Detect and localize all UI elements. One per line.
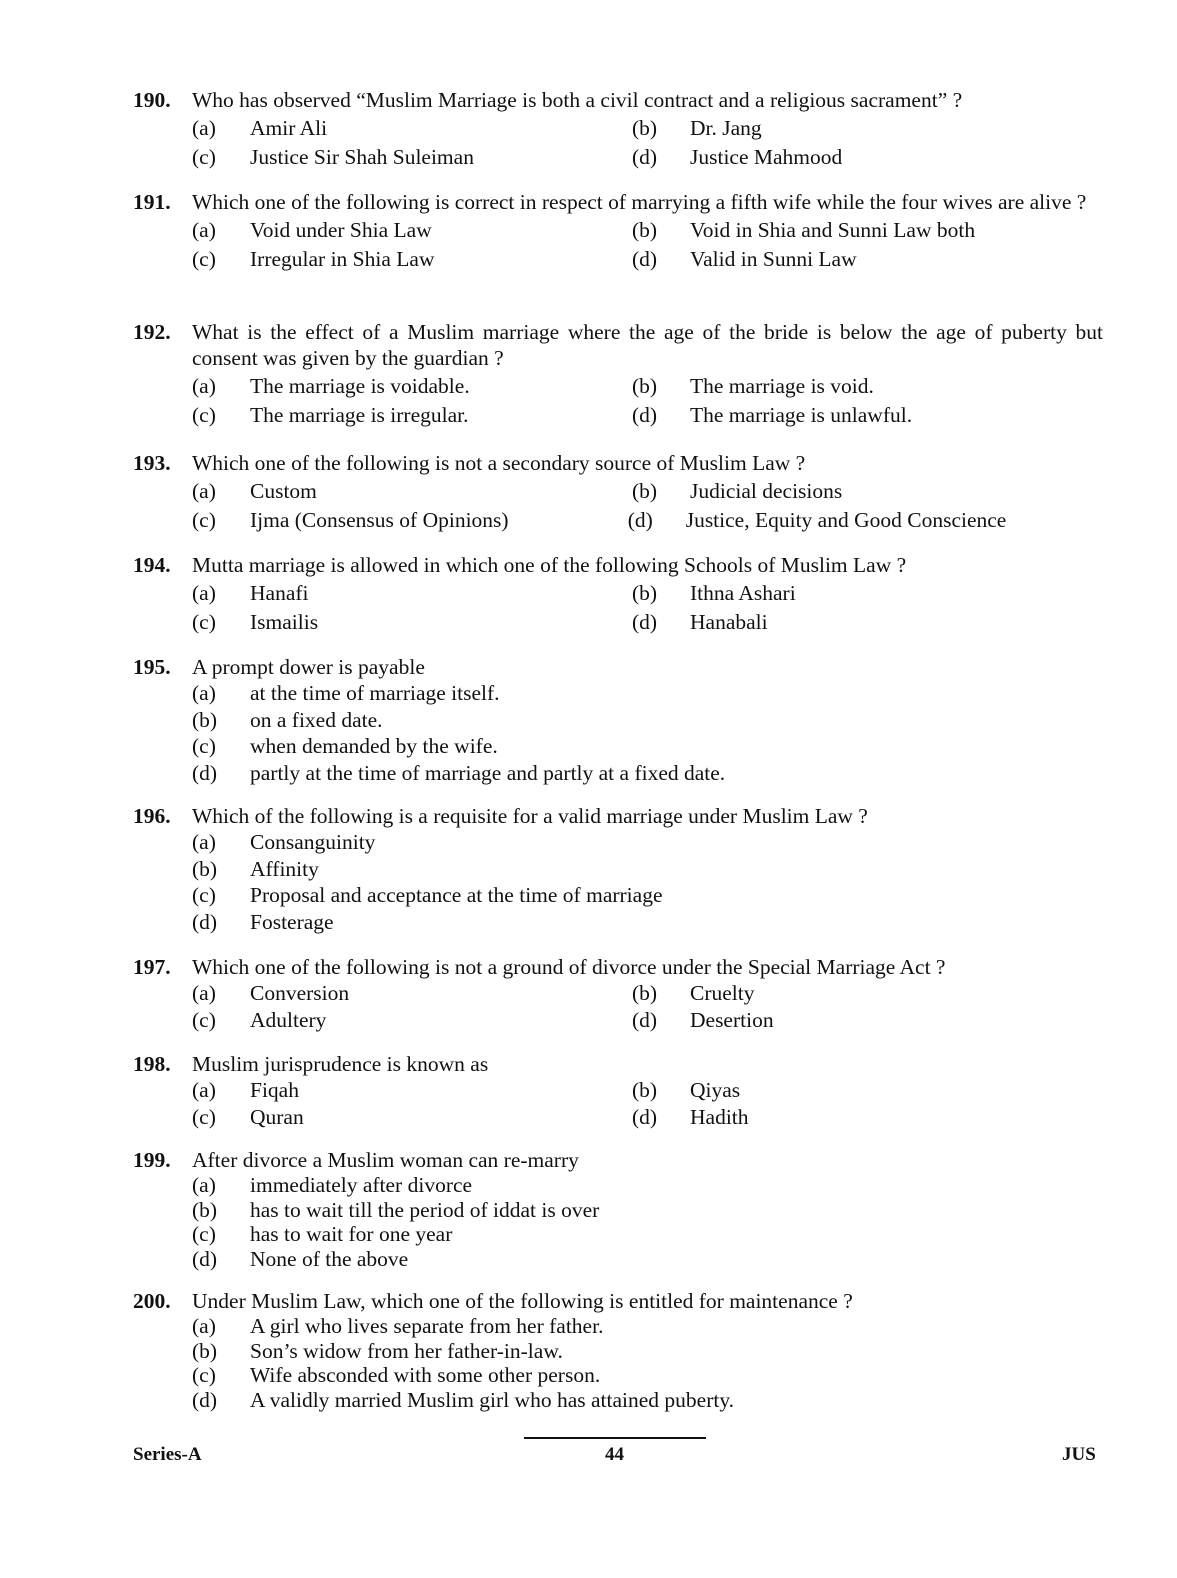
option-c <box>192 733 992 759</box>
option-d <box>192 760 992 786</box>
option-text: Fosterage <box>250 909 334 934</box>
option-b <box>632 1077 1072 1103</box>
question-text: Which one of the following is correct in respect of marrying a fifth wife while the four wives are alive ? <box>192 190 1087 214</box>
option-text: Justice Mahmood <box>690 144 843 169</box>
option-text: immediately after divorce <box>250 1173 473 1198</box>
question-number: 196. <box>133 804 171 828</box>
option-label: (d) <box>192 760 218 785</box>
option-text: The marriage is irregular. <box>250 402 469 427</box>
option-text: Justice, Equity and Good Conscience <box>685 507 1007 532</box>
option-text: Wife absconded with some other person. <box>250 1363 601 1388</box>
option-label: (b) <box>632 373 658 398</box>
option-label: (b) <box>632 1078 658 1103</box>
option-label: (a) <box>192 1314 216 1339</box>
option-label: (b) <box>192 1197 218 1222</box>
question-number: 193. <box>133 451 171 475</box>
option-text: The marriage is unlawful. <box>690 402 913 427</box>
option-text: Cruelty <box>690 981 755 1006</box>
option-text: on a fixed date. <box>250 707 383 732</box>
option-label: (d) <box>632 609 658 634</box>
option-text: partly at the time of marriage and partly at a fixed date. <box>250 760 726 785</box>
question-195 <box>133 654 1103 786</box>
option-label: (d) <box>632 1104 658 1129</box>
option-label: (d) <box>632 144 658 169</box>
option-text: The marriage is voidable. <box>250 373 470 398</box>
option-d <box>632 246 1072 272</box>
question-number: 200. <box>133 1289 171 1313</box>
option-label: (c) <box>192 1104 216 1129</box>
option-d <box>632 1007 1072 1033</box>
option-text: Void in Shia and Sunni Law both <box>690 217 976 242</box>
option-d <box>192 909 992 935</box>
option-b <box>192 1338 992 1364</box>
option-text: Ijma (Consensus of Opinions) <box>250 507 509 532</box>
question-192 <box>133 319 1103 429</box>
option-label: (c) <box>192 883 216 908</box>
question-200 <box>133 1288 1103 1412</box>
option-b <box>632 115 1072 141</box>
option-text: A girl who lives separate from her father. <box>250 1314 604 1339</box>
option-d <box>632 1104 1072 1130</box>
option-text: Ismailis <box>250 609 319 634</box>
option-label: (c) <box>192 609 216 634</box>
option-text: Justice Sir Shah Suleiman <box>250 144 474 169</box>
option-a <box>192 115 632 141</box>
footer-divider <box>524 1437 706 1439</box>
question-text: A prompt dower is payable <box>192 655 425 679</box>
question-190 <box>133 87 1103 171</box>
option-label: (b) <box>632 981 658 1006</box>
question-number: 192. <box>133 320 171 344</box>
option-text: Consanguinity <box>250 830 376 855</box>
option-d <box>192 1387 992 1413</box>
option-label: (c) <box>192 507 216 532</box>
option-text: has to wait for one year <box>250 1222 453 1247</box>
option-b <box>632 217 1072 243</box>
option-text: when demanded by the wife. <box>250 734 498 759</box>
option-label: (b) <box>632 580 658 605</box>
option-label: (c) <box>192 246 216 271</box>
option-text: Conversion <box>250 981 350 1006</box>
option-c <box>192 1362 992 1388</box>
question-text: Who has observed “Muslim Marriage is both a civil contract and a religious sacrament” ? <box>192 88 963 112</box>
option-text: has to wait till the period of iddat is over <box>250 1197 600 1222</box>
option-a <box>192 373 632 399</box>
option-b <box>632 980 1072 1006</box>
option-text: None of the above <box>250 1246 409 1271</box>
option-b <box>632 478 1072 504</box>
question-text: Under Muslim Law, which one of the following is entitled for maintenance ? <box>192 1289 853 1313</box>
option-label: (b) <box>192 1338 218 1363</box>
option-label: (a) <box>192 115 216 140</box>
option-label: (b) <box>192 707 218 732</box>
question-text: After divorce a Muslim woman can re-marry <box>192 1148 579 1172</box>
option-label: (b) <box>192 856 218 881</box>
question-text: What is the effect of a Muslim marriage where the age of the bride is below the age of puberty but consent was given by the guardian ? <box>192 320 1103 370</box>
option-a <box>192 1077 632 1103</box>
option-text: Ithna Ashari <box>690 580 796 605</box>
option-b <box>632 580 1072 606</box>
question-text: Which one of the following is not a secondary source of Muslim Law ? <box>192 451 806 475</box>
option-label: (d) <box>192 909 218 934</box>
option-a <box>192 478 632 504</box>
option-text: Judicial decisions <box>690 478 843 503</box>
question-198 <box>133 1051 1103 1130</box>
question-number: 195. <box>133 655 171 679</box>
option-c <box>192 609 632 635</box>
option-label: (c) <box>192 1222 216 1247</box>
option-label: (d) <box>632 246 658 271</box>
option-text: at the time of marriage itself. <box>250 681 500 706</box>
option-text: Dr. Jang <box>690 115 762 140</box>
option-text: Qiyas <box>690 1078 741 1103</box>
question-text: Mutta marriage is allowed in which one of the following Schools of Muslim Law ? <box>192 553 907 577</box>
option-text: Proposal and acceptance at the time of marriage <box>250 883 663 908</box>
question-197 <box>133 954 1103 1033</box>
question-194 <box>133 552 1103 636</box>
question-text: Muslim jurisprudence is known as <box>192 1052 489 1076</box>
option-text: Hadith <box>690 1104 749 1129</box>
option-label: (c) <box>192 734 216 759</box>
option-d <box>632 402 1072 428</box>
option-text: Hanafi <box>250 580 309 605</box>
question-191 <box>133 189 1103 273</box>
option-b <box>192 856 992 882</box>
option-label: (a) <box>192 580 216 605</box>
option-a <box>192 217 632 243</box>
option-a <box>192 980 632 1006</box>
option-label: (a) <box>192 478 216 503</box>
option-text: Son’s widow from her father-in-law. <box>250 1338 563 1363</box>
option-b <box>192 1197 992 1223</box>
question-196 <box>133 803 1103 935</box>
option-a <box>192 1313 992 1339</box>
option-label: (a) <box>192 373 216 398</box>
option-a <box>192 1172 992 1198</box>
question-number: 191. <box>133 190 171 214</box>
option-c <box>192 246 632 272</box>
page-number: 44 <box>605 1444 624 1465</box>
question-number: 199. <box>133 1148 171 1172</box>
option-d <box>192 1246 992 1272</box>
option-b <box>192 707 992 733</box>
option-text: Desertion <box>690 1007 774 1032</box>
option-label: (c) <box>192 1363 216 1388</box>
option-c <box>192 144 632 170</box>
series-label: Series-A <box>133 1444 202 1465</box>
option-label: (c) <box>192 1007 216 1032</box>
option-label: (a) <box>192 681 216 706</box>
booklet-code: JUS <box>1062 1444 1096 1465</box>
option-text: Fiqah <box>250 1078 299 1103</box>
option-label: (a) <box>192 830 216 855</box>
question-number: 190. <box>133 88 171 112</box>
option-b <box>632 373 1072 399</box>
option-text: Valid in Sunni Law <box>690 246 857 271</box>
option-label: (c) <box>192 144 216 169</box>
option-text: Custom <box>250 478 317 503</box>
option-label: (d) <box>192 1246 218 1271</box>
option-label: (a) <box>192 1173 216 1198</box>
option-label: (a) <box>192 981 216 1006</box>
question-193 <box>133 450 1103 534</box>
question-199 <box>133 1147 1103 1271</box>
option-text: Hanabali <box>690 609 768 634</box>
option-text: Adultery <box>250 1007 327 1032</box>
option-label: (b) <box>632 478 658 503</box>
option-label: (b) <box>632 115 658 140</box>
question-text: Which of the following is a requisite for a valid marriage under Muslim Law ? <box>192 804 868 828</box>
option-d <box>632 144 1072 170</box>
option-text: The marriage is void. <box>690 373 874 398</box>
option-label: (d) <box>632 1007 658 1032</box>
option-label: (d) <box>192 1387 218 1412</box>
option-a <box>192 829 992 855</box>
option-label: (b) <box>632 217 658 242</box>
option-text: Affinity <box>250 856 319 881</box>
option-c <box>192 1221 992 1247</box>
question-number: 197. <box>133 955 171 979</box>
question-number: 194. <box>133 553 171 577</box>
option-text: Quran <box>250 1104 304 1129</box>
question-number: 198. <box>133 1052 171 1076</box>
option-text: A validly married Muslim girl who has attained puberty. <box>250 1387 735 1412</box>
option-text: Void under Shia Law <box>250 217 432 242</box>
option-label: (c) <box>192 402 216 427</box>
option-c <box>192 882 992 908</box>
option-text: Amir Ali <box>250 115 328 140</box>
option-text: Irregular in Shia Law <box>250 246 435 271</box>
option-c <box>192 1104 632 1130</box>
option-label: (d) <box>627 507 653 532</box>
option-label: (d) <box>632 402 658 427</box>
option-c <box>192 402 632 428</box>
option-c <box>192 1007 632 1033</box>
option-d <box>628 507 1103 533</box>
question-text: Which one of the following is not a ground of divorce under the Special Marriage Act ? <box>192 955 946 979</box>
option-a <box>192 580 632 606</box>
option-a <box>192 680 992 706</box>
option-d <box>632 609 1072 635</box>
option-label: (a) <box>192 217 216 242</box>
option-label: (a) <box>192 1078 216 1103</box>
option-c <box>192 507 628 533</box>
